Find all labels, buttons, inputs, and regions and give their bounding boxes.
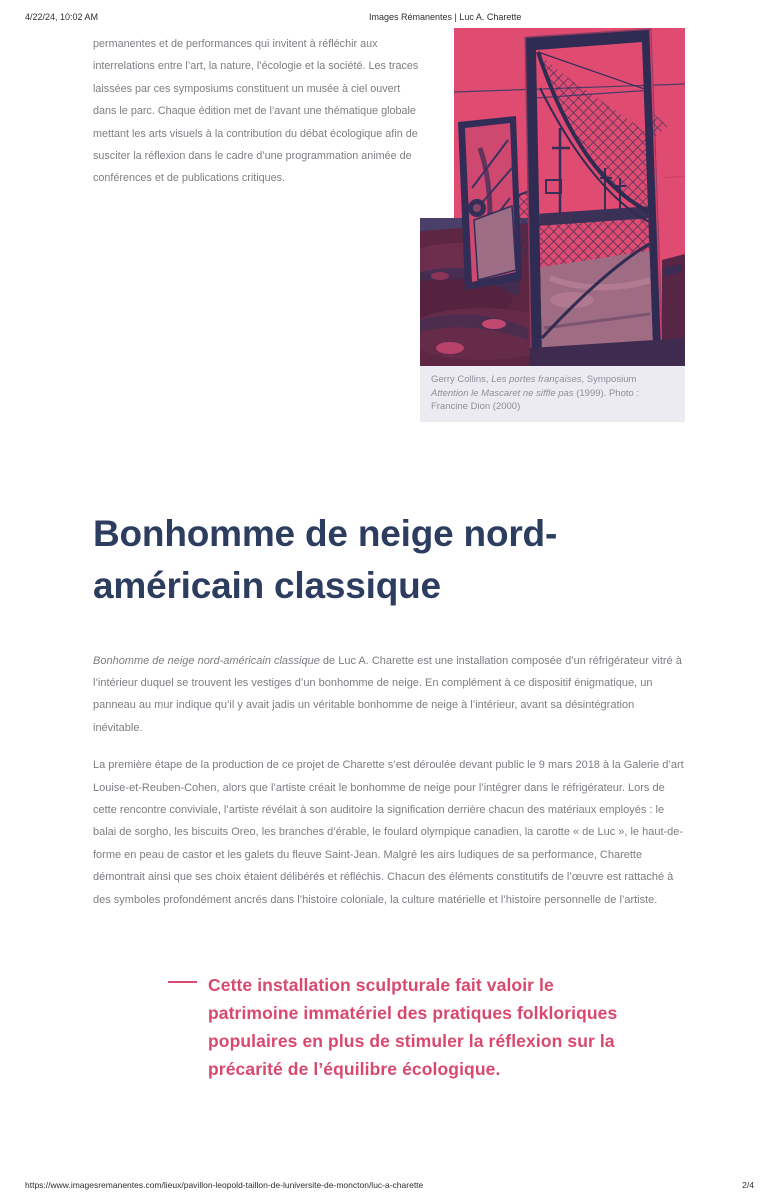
print-header xyxy=(0,12,776,26)
image-collage-notch xyxy=(420,28,454,218)
intro-section xyxy=(93,28,685,422)
artwork-figure xyxy=(420,28,685,422)
pull-quote xyxy=(168,971,685,1083)
image-small-door xyxy=(458,116,522,290)
lead-paragraph-text: de Luc A. Charette est une installation composée d’un réfrigérateur vitré à l’intérieur duquel se trouvent les vestiges d’un bonhomme de neige. En complément à ce dispositif énigmatique, un panneau au mur indique qu’il y avait jadis un véritable bonhomme de neige à l’intérieur, avant sa désintégration inévitable. xyxy=(93,654,682,734)
caption-segment: Gerry Collins, xyxy=(431,374,492,385)
print-footer xyxy=(0,1180,776,1192)
print-url: https://www.imagesremanentes.com/lieux/pavillon-leopold-taillon-de-luniversite-de-moncton/luc-a-charette xyxy=(25,1180,424,1190)
caption-segment: , Symposium xyxy=(581,374,637,385)
print-datetime: 4/22/24, 10:02 AM xyxy=(25,12,99,22)
print-document-title: Images Rémanentes | Luc A. Charette xyxy=(369,12,522,22)
quote-dash xyxy=(168,981,197,983)
article-title: Bonhomme de neige nord-américain classique xyxy=(93,512,558,606)
work-title-inline: Bonhomme de neige nord-américain classique xyxy=(93,654,320,667)
page-content xyxy=(93,28,685,1083)
caption-symposium-title: Attention le Mascaret ne siffle pas xyxy=(431,387,574,399)
caption-segment: (1999). Photo : Francine Dion (2000) xyxy=(431,387,640,412)
quote-text: Cette installation sculpturale fait valoir le patrimoine immatériel des pratiques folkloriques populaires en plus de stimuler la réflexion sur la précarité de l’équilibre écologique. xyxy=(208,974,618,1079)
body-paragraph: La première étape de la production de ce projet de Charette s’est déroulée devant public le 9 mars 2018 à la Galerie d’art Louise-et-Reuben-Cohen, alors que l’artiste créait le bonhomme de neige pour l’intégrer dans le réfrigérateur. Lors de cette rencontre conviviale, l’artiste révélait à son auditoire la signification derrière chacun des matériaux employés : le balai de sorgho, les biscuits Oreo, les branches d’érable, le foulard olympique canadien, la carotte « de Luc », le haut-de-forme en peau de castor et les galets du fleuve Saint-Jean. Malgré les airs ludiques de sa performance, Charette démontrait ainsi que ses choix étaient délibérés et réfléchis. Chacun des éléments constitutifs de l’œuvre est rattaché à des symboles profondément ancrés dans l’histoire coloniale, la culture matérielle et l’histoire personnelle de l’artiste. xyxy=(93,759,684,906)
caption-work-title: Les portes françaises xyxy=(491,374,582,385)
intro-paragraph: permanentes et de performances qui invitent à réfléchir aux interrelations entre l’art, la nature, l’écologie et la société. Les traces laissées par ces symposiums constituent un musée à ciel ouvert dans le parc. Chaque édition met de l’avant une thématique globale mettant les arts visuels à la contribution du débat écologique afin de susciter la réflexion dans le cadre d’une programmation animée de conférences et de publications critiques. xyxy=(93,38,419,185)
figure-caption xyxy=(420,366,685,422)
print-page-number: 2/4 xyxy=(742,1180,754,1190)
artwork-image xyxy=(420,28,685,366)
lead-paragraph xyxy=(93,650,685,740)
